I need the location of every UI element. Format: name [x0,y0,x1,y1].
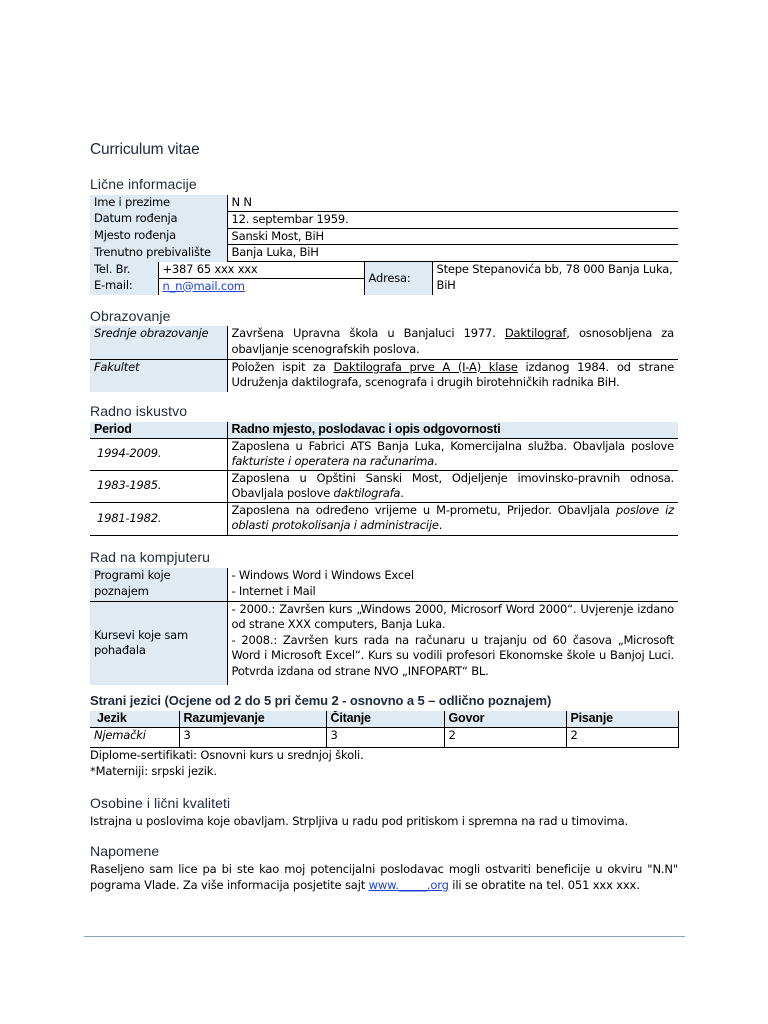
address-value: Stepe Stepanovića bb, 78 000 Banja Luka, BiH [436,262,673,292]
course-item: - 2000.: Završen kurs „Windows 2000, Microsorf Word 2000“. Uvjerenje izdano od strane XXX computers, Banja Luka. [231,601,674,631]
lang-writing: 2 [566,727,678,747]
footer-divider [84,936,685,937]
lang-reading: 3 [326,727,444,747]
qualities-text: Istrajna u poslovima koje obavljam. Strpljiva u radu pod pritiskom i spremna na rad u timovima. [90,814,629,828]
birthplace-label: Mjesto rođenja [90,228,227,245]
languages-table [90,711,679,748]
notes-heading: Napomene [90,843,160,859]
experience-table [90,422,678,536]
dob-label: Datum rođenja [90,211,227,228]
programs-item: - Windows Word i Windows Excel [231,568,414,582]
lang-name: Njemački [90,727,179,747]
experience-period: 1994-2009. [90,438,227,470]
email-link[interactable]: n_n@mail.com [162,278,245,293]
lang-col-reading: Čitanje [326,711,444,727]
lang-understanding: 3 [179,727,326,747]
languages-heading: Strani jezici (Ocjene od 2 do 5 pri čemu 2 - osnovno a 5 – odlično poznajem) [90,693,552,708]
computer-heading: Rad na kompjuteru [90,549,210,565]
email-cell [158,278,364,295]
lang-speaking: 2 [444,727,566,747]
computer-table [90,568,678,685]
programs-label: Programi koje poznajem [90,568,227,601]
page-title: Curriculum vitae [90,141,200,158]
courses-cell [227,601,678,685]
diploma-note: Diplome-sertifikati: Osnovni kurs u srednjoj školi. [90,748,364,762]
dob-value: 12. septembar 1959. [227,211,678,228]
notes-text: Raseljeno sam lice pa bi ste kao moj potencijalni poslodavac mogli ostvariti beneficije u okviru "N.N" pograma Vlade. Za više informacija posjetite sajt www._____.org ili se obratite na tel. 051 xxx xxx. [90,862,678,892]
programs-item: - Internet i Mail [231,583,316,598]
education-heading: Obrazovanje [90,308,171,324]
lang-col-speaking: Govor [444,711,566,727]
residence-value: Banja Luka, BiH [227,245,678,262]
education-table [90,326,678,392]
lang-col-writing: Pisanje [566,711,678,727]
mother-tongue-note: *Materniji: srpski jezik. [90,764,217,778]
experience-col-period: Period [90,422,227,438]
phone-label: Tel. Br. [90,262,158,279]
name-value: N N [227,195,678,211]
education-row-label: Srednje obrazovanje [90,326,227,359]
education-row-label: Fakultet [90,359,227,392]
birthplace-value: Sanski Most, BiH [227,228,678,245]
email-label: E-mail: [90,278,158,295]
personal-info-heading: Lične informacije [90,176,197,192]
experience-period: 1983-1985. [90,470,227,502]
experience-description: Zaposlena na određeno vrijeme u M-prometu, Prijedor. Obavljala poslove iz oblasti protokolisanja i administracije. [227,502,678,535]
qualities-heading: Osobine i lični kvaliteti [90,795,231,811]
course-item: - 2008.: Završen kurs rada na računaru u trajanju od 60 časova „Microsoft Word i Microsoft Excel“. Kurs su vodili profesori Ekonomske škole u Banjoj Luci. Potvrda izdana od strane NVO „INFOPART“ BL. [231,632,674,678]
experience-col-job: Radno mjesto, poslodavac i opis odgovornosti [227,422,678,438]
personal-info-table [90,195,678,295]
name-label: Ime i prezime [90,195,227,211]
experience-description: Zaposlena u Fabrici ATS Banja Luka, Komercijalna služba. Obavljala poslove fakturiste i operatera na računarima. [227,438,678,470]
education-row-text: Završena Upravna škola u Banjaluci 1977. Daktilograf, osnosobljena za obavljanje scenografskih poslova. [227,326,678,359]
website-link[interactable]: www._____.org [368,877,449,892]
residence-label: Trenutno prebivalište [90,245,227,262]
lang-col-language: Jezik [90,711,179,727]
experience-period: 1981-1982. [90,502,227,535]
phone-value: +387 65 xxx xxx [158,262,364,279]
education-row-text: Položen ispit za Daktilografa prve A (I-A) klase izdanog 1984. od strane Udruženja daktilografa, scenografa i drugih birotehničkih radnika BiH. [227,359,678,392]
courses-label: Kursevi koje sam pohađala [90,601,227,685]
experience-heading: Radno iskustvo [90,403,188,419]
programs-cell [227,568,678,601]
address-label: Adresa: [364,262,432,296]
experience-description: Zaposlena u Opštini Sanski Most, Odjeljenje imovinsko-pravnih odnosa. Obavljala poslove daktilografa. [227,470,678,502]
lang-col-understanding: Razumjevanje [179,711,326,727]
